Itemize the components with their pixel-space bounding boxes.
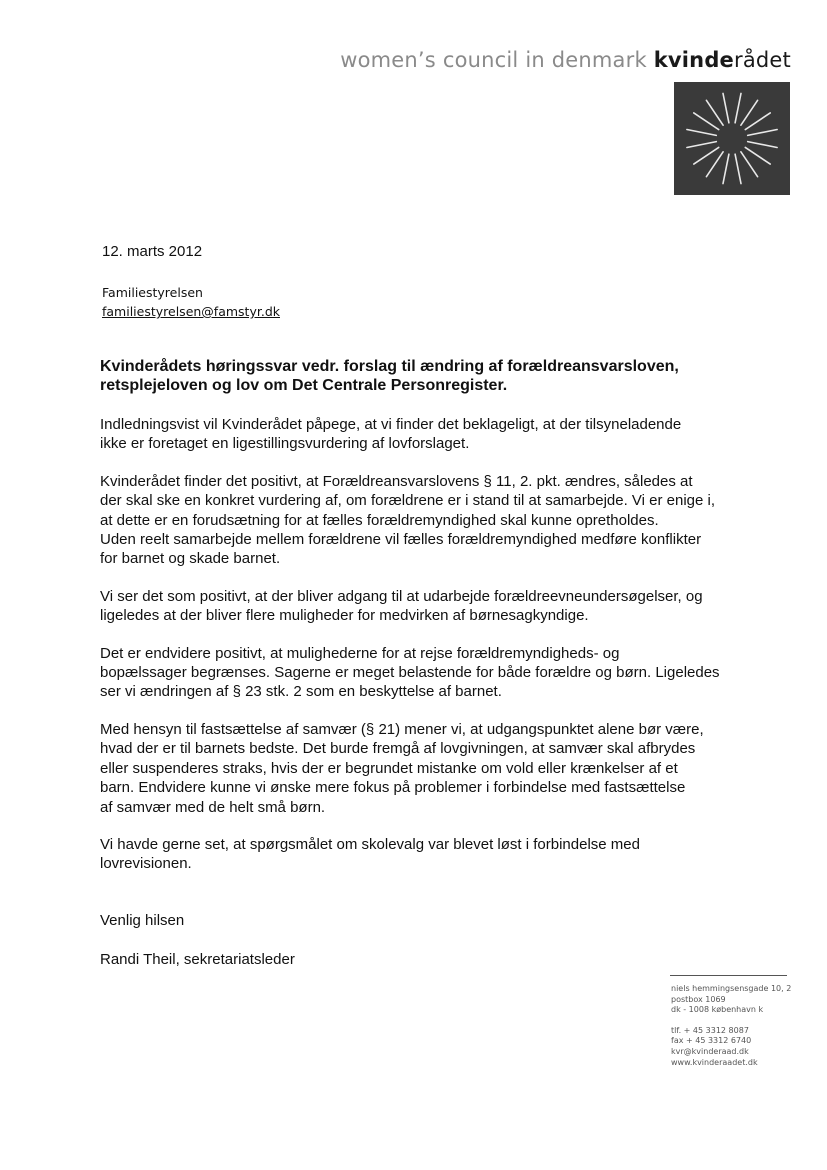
paragraph-cooperation: Kvinderådet finder det positivt, at Forældreansvarslovens § 11, 2. pkt. ændres, således at der skal ske en konkret vurdering af, om forældrene er i stand til at samarbejde. Vi er enige i, at dette er en forudsætning for at fælles forældremyndighed skal kunne opretholdes. Uden reelt samarbejde mellem forældrene vil fælles forældremyndighed medføre konflikter for barnet og skade barnet. [100,472,716,568]
letter-date: 12. marts 2012 [102,243,203,260]
contact-website-link[interactable]: www.kvinderaadet.dk [671,1057,758,1067]
sunburst-ray [735,93,741,122]
footer-divider [670,975,787,976]
closing-greeting: Venlig hilsen [100,912,185,930]
sunburst-ray [687,142,716,148]
paragraph-restrictions: Det er endvidere positivt, at mulighederne for at rejse forældremyndigheds- og bopælssager begrænses. Sagerne er meget belastende for både forældre og børn. Ligeledes ser vi ændringen af § 23 stk. 2 som en beskyttelse af barnet. [100,644,720,701]
letterhead-tagline: women’s council in denmark [340,48,647,72]
closing-signature: Randi Theil, sekretariatsleder [100,950,295,968]
contact-fax: fax + 45 3312 6740 [671,1036,752,1046]
sunburst-ray [748,142,777,148]
footer-contact-lines [671,1026,791,1068]
sunburst-ray [735,154,741,183]
letter-subject: Kvinderådets høringssvar vedr. forslag til ændring af forældreansvarsloven, retsplejeloven og lov om Det Centrale Personregister. [100,358,679,394]
contact-email-link[interactable]: kvr@kvinderaad.dk [671,1046,749,1056]
footer-contact [671,984,791,1078]
letterhead [340,48,791,72]
brand-light: rådet [734,48,791,72]
sunburst-ray [694,113,719,130]
sunburst-ray [741,152,758,177]
sunburst-ray [687,130,716,136]
sunburst-ray [706,152,723,177]
sunburst-ray [741,100,758,125]
recipient-name: Familiestyrelsen [102,285,203,300]
sunburst-ray [745,113,770,130]
letterhead-brand [654,48,791,72]
sunburst-ray [723,93,729,122]
sunburst-ray [745,147,770,164]
sunburst-logo-icon [674,82,790,195]
address-street: niels hemmingsensgade 10, 2 [671,984,792,993]
brand-bold: kvinde [653,48,734,72]
sunburst-ray [694,147,719,164]
paragraph-school-choice: Vi havde gerne set, at spørgsmålet om skolevalg var blevet løst i forbindelse med lovrevisionen. [100,835,640,873]
paragraph-assessments: Vi ser det som positivt, at der bliver adgang til at udarbejde forældreevneundersøgelser, og ligeledes at der bliver flere muligheder for medvirken af børnesagkyndige. [100,587,703,625]
recipient-block [102,283,280,321]
paragraph-visitation: Med hensyn til fastsættelse af samvær (§ 21) mener vi, at udgangspunktet alene bør være, hvad der er til barnets bedste. Det burde fremgå af lovgivningen, at samvær skal afbrydes eller suspenderes straks, hvis der er begrundet mistanke om vold eller krænkelser af et barn. Endvidere kunne vi ønske mere fokus på problemer i forbindelse med fastsættelse af samvær med de helt små børn. [100,720,704,816]
sunburst-ray [748,130,777,136]
contact-phone: tlf. + 45 3312 8087 [671,1025,749,1035]
recipient-email-link[interactable]: familiestyrelsen@famstyr.dk [102,304,280,319]
sunburst-ray [723,154,729,183]
address-postbox: postbox 1069 [671,994,726,1004]
sunburst-ray [706,100,723,125]
paragraph-intro: Indledningsvist vil Kvinderådet påpege, at vi finder det beklageligt, at der tilsyneladende ikke er foretaget en ligestillingsvurdering af lovforslaget. [100,416,682,453]
address-city: dk - 1008 københavn k [671,1005,764,1015]
sunburst-svg [674,82,790,195]
footer-address [671,984,791,1016]
letter-body [100,415,810,989]
